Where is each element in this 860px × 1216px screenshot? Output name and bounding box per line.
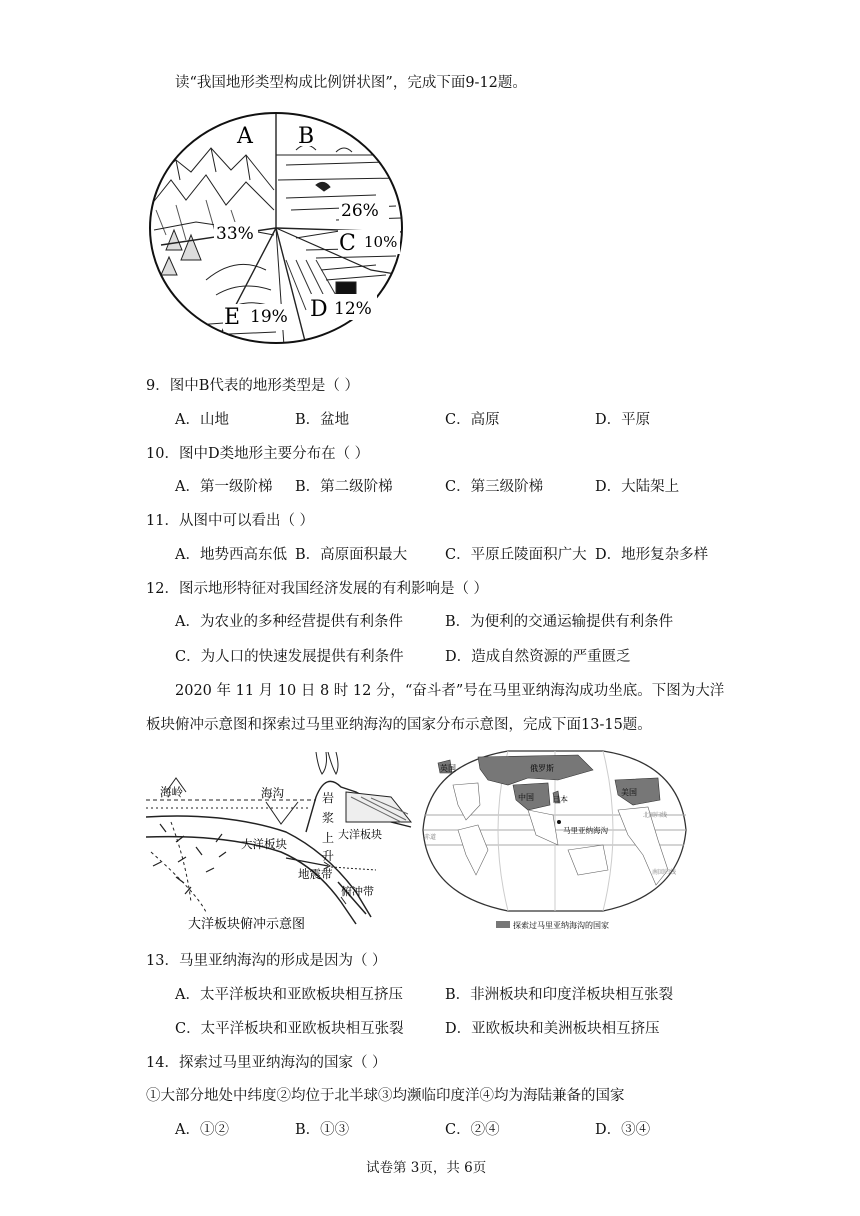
pie-label-b: B xyxy=(298,124,315,149)
intro-text-2-line2: 板块俯冲示意图和探索过马里亚纳海沟的国家分布示意图，完成下面13-15题。 xyxy=(146,717,652,733)
label-magma-3: 上 xyxy=(322,831,335,845)
legend-swatch xyxy=(496,921,510,928)
label-magma-4: 升 xyxy=(322,849,335,863)
map-label-usa: 美国 xyxy=(621,788,637,797)
q14-option-d[interactable]: D．③④ xyxy=(595,1122,651,1138)
q9-option-c[interactable]: C．高原 xyxy=(445,412,500,428)
q10-option-c[interactable]: C．第三级阶梯 xyxy=(445,479,544,495)
q13-option-d[interactable]: D．亚欧板块和美洲板块相互挤压 xyxy=(445,1021,660,1037)
world-map-figure xyxy=(418,745,692,935)
map-label-russia: 俄罗斯 xyxy=(530,764,554,773)
q14-option-a[interactable]: A．①② xyxy=(175,1122,229,1138)
map-legend-text: 探索过马里亚纳海沟的国家 xyxy=(513,921,609,930)
q13-option-a[interactable]: A．太平洋板块和亚欧板块相互挤压 xyxy=(175,987,403,1003)
map-label-china: 中国 xyxy=(518,793,534,802)
q11-option-a[interactable]: A．地势西高东低 xyxy=(175,547,287,563)
pie-percent-e: 19% xyxy=(250,307,288,327)
terrain-pie-figure xyxy=(146,110,406,346)
q12-option-d[interactable]: D．造成自然资源的严重匮乏 xyxy=(445,649,631,665)
label-subduction-zone: 俯冲带 xyxy=(341,885,374,898)
map-label-equator: 赤道 xyxy=(424,834,437,841)
map-label-trench: 马里亚纳海沟 xyxy=(563,826,608,835)
q12-option-b[interactable]: B．为便利的交通运输提供有利条件 xyxy=(445,614,674,630)
label-ridge: 海岭 xyxy=(160,785,183,799)
q11-option-b[interactable]: B．高原面积最大 xyxy=(295,547,408,563)
map-label-tropic-s: 南回归线 xyxy=(652,869,677,876)
pie-percent-c: 10% xyxy=(364,233,398,251)
q10-option-b[interactable]: B．第二级阶梯 xyxy=(295,479,393,495)
q9-option-d[interactable]: D．平原 xyxy=(595,412,651,428)
subduction-caption: 大洋板块俯冲示意图 xyxy=(188,917,306,932)
map-label-japan: 日本 xyxy=(552,795,568,804)
label-quake-zone: 地震带 xyxy=(298,867,333,881)
question-11-stem: 11．从图中可以看出（ ） xyxy=(146,513,315,529)
label-magma-2: 浆 xyxy=(322,811,335,825)
pie-label-d: D xyxy=(310,297,328,322)
q11-option-d[interactable]: D．地形复杂多样 xyxy=(595,547,709,563)
q10-option-a[interactable]: A．第一级阶梯 xyxy=(175,479,273,495)
map-label-tropic-n: 北回归线 xyxy=(643,812,668,819)
q10-option-d[interactable]: D．大陆架上 xyxy=(595,479,680,495)
subduction-diagram xyxy=(146,752,416,938)
question-12-stem: 12．图示地形特征对我国经济发展的有利影响是（ ） xyxy=(146,581,489,597)
page-footer: 试卷第 3页，共 6页 xyxy=(366,1160,487,1176)
q13-option-c[interactable]: C．太平洋板块和亚欧板块相互张裂 xyxy=(175,1021,404,1037)
q14-option-b[interactable]: B．①③ xyxy=(295,1122,350,1138)
intro-text-2-line1: 2020 年 11 月 10 日 8 时 12 分，“奋斗者”号在马里亚纳海沟成功坐底。下图为大洋 xyxy=(175,683,725,699)
question-9-stem: 9．图中B代表的地形类型是（ ） xyxy=(146,378,359,394)
question-14-stem: 14．探索过马里亚纳海沟的国家（ ） xyxy=(146,1055,387,1071)
q12-option-a[interactable]: A．为农业的多种经营提供有利条件 xyxy=(175,614,403,630)
question-14-note: ①大部分地处中纬度②均位于北半球③均濒临印度洋④均为海陆兼备的国家 xyxy=(146,1088,625,1104)
label-continental-plate: 大洋板块 xyxy=(338,828,382,841)
pie-percent-a: 33% xyxy=(216,224,254,244)
pie-percent-b: 26% xyxy=(341,201,379,221)
label-trench: 海沟 xyxy=(261,786,284,800)
question-10-stem: 10．图中D类地形主要分布在（ ） xyxy=(146,446,370,462)
q9-option-a[interactable]: A．山地 xyxy=(175,412,229,428)
pie-percent-d: 12% xyxy=(334,299,372,319)
label-oceanic-plate: 大洋板块 xyxy=(241,837,287,851)
map-label-uk: 英国 xyxy=(440,764,456,773)
q14-option-c[interactable]: C．②④ xyxy=(445,1122,500,1138)
q9-option-b[interactable]: B．盆地 xyxy=(295,412,350,428)
q12-option-c[interactable]: C．为人口的快速发展提供有利条件 xyxy=(175,649,404,665)
intro-text-1: 读“我国地形类型构成比例饼状图”，完成下面9-12题。 xyxy=(175,75,527,91)
q11-option-c[interactable]: C．平原丘陵面积广大 xyxy=(445,547,587,563)
label-magma-1: 岩 xyxy=(322,791,335,805)
q13-option-b[interactable]: B．非洲板块和印度洋板块相互张裂 xyxy=(445,987,674,1003)
question-13-stem: 13．马里亚纳海沟的形成是因为（ ） xyxy=(146,953,387,969)
pie-label-c: C xyxy=(339,231,356,256)
pie-label-e: E xyxy=(224,305,241,330)
pie-label-a: A xyxy=(237,124,253,149)
